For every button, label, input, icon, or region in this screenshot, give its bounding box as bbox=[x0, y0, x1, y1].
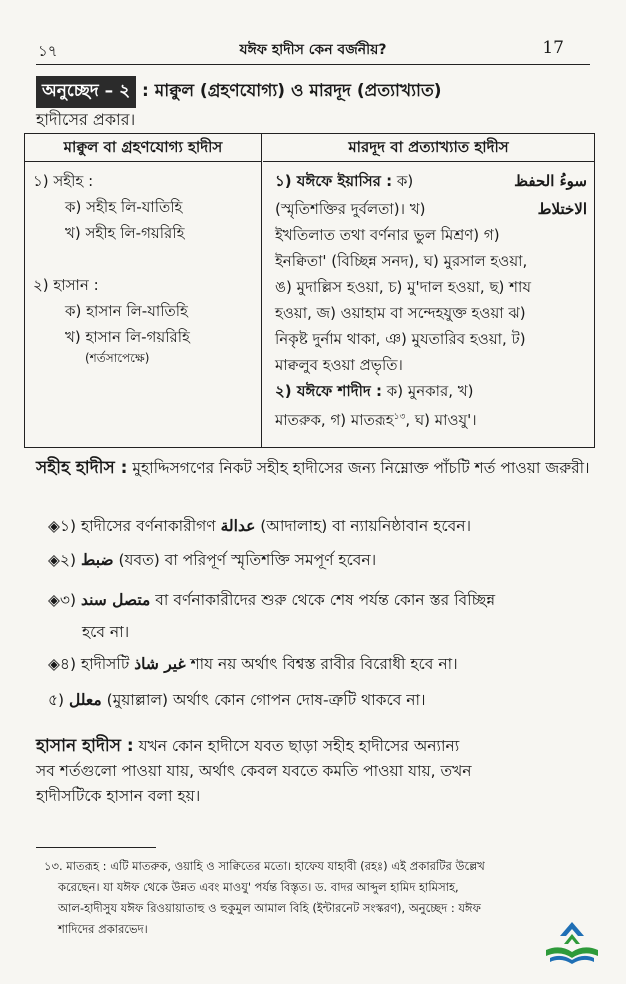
page-number-bengali: ১৭ bbox=[38, 42, 58, 60]
sahih-condition-3: ◈৩) متصل سند বা বর্ণনাকারীদের শুরু থেকে শেষ পর্যন্ত কোন স্তর বিচ্ছিন্ন bbox=[48, 590, 496, 609]
header-rule bbox=[36, 64, 590, 65]
section-heading bbox=[36, 76, 596, 108]
sahih-type-a: ক) সহীহ লি-যাতিহি bbox=[65, 198, 183, 216]
table-header-maqbul: মাক্বুল বা গ্রহণযোগ্য হাদীস bbox=[25, 134, 262, 162]
arabic-term: الاختلاط bbox=[537, 200, 587, 218]
arabic-term: متصل سند bbox=[80, 590, 151, 609]
hasan-type-b: খ) হাসান লি-গয়রিহি bbox=[65, 328, 190, 346]
hasan-note: (শর্তসাপেক্ষে) bbox=[85, 351, 150, 365]
arabic-term: غير شاذ bbox=[134, 654, 186, 673]
arabic-term: معلل bbox=[69, 690, 102, 709]
hadith-types-table bbox=[24, 133, 595, 448]
table-column-divider bbox=[261, 134, 262, 447]
hasan-paragraph: হাসান হাদীস : যখন কোন হাদীসে যবত ছাড়া সহীহ হাদীসের অন্যান্য সব শর্তগুলো পাওয়া যায়, অর্থাৎ কেবল যবতে কমতি পাওয়া যায়, তখন হাদীসটিকে হাসান বলা হয়। bbox=[36, 736, 472, 805]
page-number: 17 bbox=[542, 38, 564, 58]
hasan-label: ২) হাসান : bbox=[33, 276, 99, 294]
mardud-line-1: ১) যঈফে ইয়াসির : ক) سوءُ الحفظ bbox=[275, 168, 587, 194]
mardud-line-9: ২) যঈফে শাদীদ : ক) মুনকার, খ) bbox=[275, 382, 474, 400]
arabic-term: عدالة bbox=[220, 516, 256, 535]
running-title: যঈফ হাদীস কেন বর্জনীয়? bbox=[239, 42, 387, 58]
sahih-condition-3-cont: হবে না। bbox=[82, 623, 130, 641]
footnote-rule bbox=[36, 847, 156, 848]
book-logo-icon bbox=[540, 910, 604, 974]
mardud-line-4: ইনক্বিতা' (বিচ্ছিন্ন সনদ), ঘ) মুরসাল হওয়া, bbox=[275, 252, 528, 270]
mardud-line-10: মাতরুক, গ) মাতরূহ$^{১৩}$, ঘ) মাওযু'। bbox=[275, 411, 477, 429]
mardud-line-8: মাক্বলুব হওয়া প্রভৃতি। bbox=[275, 356, 403, 374]
daif-yasir-label: ১) যঈফে ইয়াসির : bbox=[275, 172, 393, 190]
mardud-line-6: হওয়া, জ) ওয়াহাম বা সন্দেহযুক্ত হওয়া ঝ) bbox=[275, 304, 526, 322]
sahih-condition-4: ◈৪) হাদীসটি غير شاذ শায নয় অর্থাৎ বিশ্বস্ত রাবীর বিরোধী হবে না। bbox=[48, 654, 458, 673]
table-header-mardud: মারদূদ বা প্রত্যাখ্যাত হাদীস bbox=[263, 134, 594, 162]
arabic-term: سوءُ الحفظ bbox=[514, 172, 587, 190]
sahih-type-b: খ) সহীহ লি-গয়রিহি bbox=[65, 224, 185, 242]
arabic-term: ضبط bbox=[80, 550, 114, 569]
section-badge: অনুচ্ছেদ – ২ bbox=[36, 76, 136, 108]
sahih-condition-2: ◈২) ضبط (যবত) বা পরিপূর্ণ স্মৃতিশক্তি সমপূর্ণ হবেন। bbox=[48, 550, 377, 569]
sahih-intro: সহীহ হাদীস : মুহাদ্দিসগণের নিকট সহীহ হাদীসের জন্য নিম্নোক্ত পাঁচটি শর্ত পাওয়া জরুরী। bbox=[36, 458, 590, 478]
daif-shadid-label: ২) যঈফে শাদীদ : bbox=[275, 382, 382, 400]
mardud-line-7: নিকৃষ্ট দুর্নাম থাকা, ঞ) মুযতারিব হওয়া, ট) bbox=[275, 330, 526, 348]
sahih-title: সহীহ হাদীস : bbox=[36, 458, 128, 478]
hasan-title: হাসান হাদীস : bbox=[36, 736, 134, 756]
section-title: : মাক্বুল (গ্রহণযোগ্য) ও মারদূদ (প্রত্যাখ্যাত) bbox=[142, 81, 442, 101]
hasan-type-a: ক) হাসান লি-যাতিহি bbox=[65, 302, 188, 320]
mardud-line-5: ঙ) মুদাল্লিস হওয়া, চ) মু'দাল হওয়া, ছ) শায bbox=[275, 278, 532, 296]
footnote: ১৩. মাতরূহ : এটি মাতরুক, ওয়াহি ও সাক্বিতের মতো। হাফেয যাহাবী (রহঃ) এই প্রকারটির উল্লেখ করেছেন। যা যঈফ থেকে উন্নত এবং মাওযু' পর্যন্ত বিস্তৃত। ড. বাদর আব্দুল হামিদ হামিসাহ, আল-হাদীসুয যঈফ রিওয়ায়াতাহু ও হুকুমুল আমাল বিহি (ইন্টারনেট সংস্করণ), অনুচ্ছেদ : যঈফ শাদিদের প্রকারভেদ। bbox=[44, 859, 485, 936]
mardud-line-3: ইখতিলাত তথা বর্ণনার ভুল মিশ্রণ) গ) bbox=[275, 226, 500, 244]
sahih-condition-5: ৫) معلل (মুয়াল্লাল) অর্থাৎ কোন গোপন দোষ-ত্রুটি থাকবে না। bbox=[48, 690, 426, 709]
section-subheading: হাদীসের প্রকার। bbox=[36, 110, 136, 129]
mardud-line-2: (স্মৃতিশক্তির দুর্বলতা)। খ) الاختلاط bbox=[275, 196, 587, 222]
sahih-condition-1: ◈১) হাদীসের বর্ণনাকারীগণ عدالة (আদালাহ) বা ন্যায়নিষ্ঠাবান হবেন। bbox=[48, 516, 472, 535]
footnote-ref: ১৩ bbox=[393, 412, 406, 422]
sahih-label: ১) সহীহ : bbox=[33, 172, 94, 190]
